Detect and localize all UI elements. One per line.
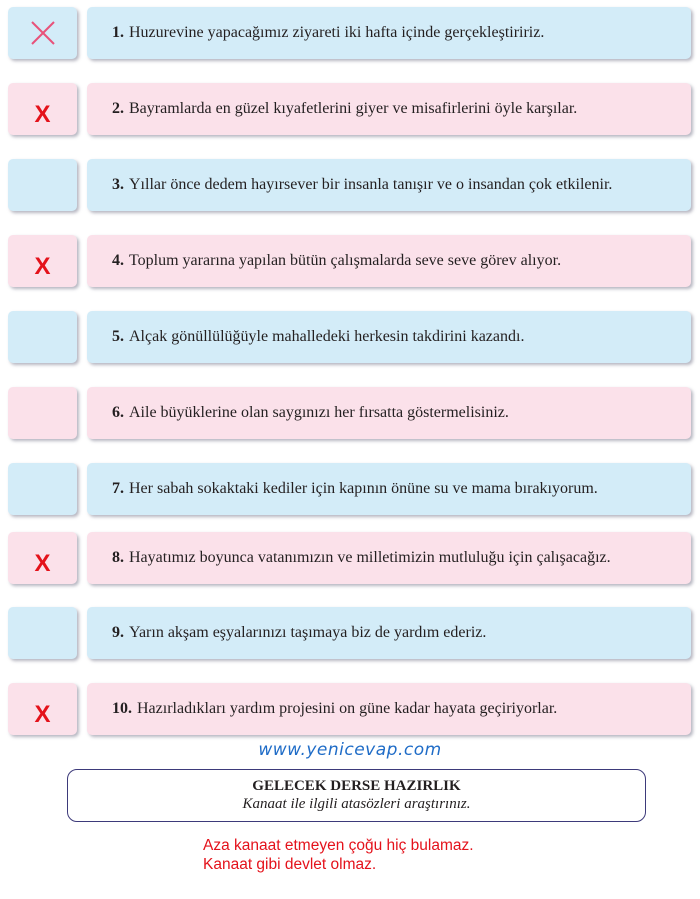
- item-number: 8.: [112, 549, 124, 566]
- list-item: [0, 7, 700, 59]
- item-number: 9.: [112, 624, 124, 641]
- item-text: Yıllar önce dedem hayırsever bir insanla tanışır ve o insandan çok etkilenir.: [129, 176, 613, 193]
- item-text: Her sabah sokaktaki kediler için kapının önüne su ve mama bırakıyorum.: [129, 480, 598, 497]
- list-item: [0, 159, 700, 211]
- item-text: Alçak gönüllülüğüyle mahalledeki herkesin takdirini kazandı.: [129, 328, 525, 345]
- list-item: [0, 683, 700, 735]
- list-item: [0, 235, 700, 287]
- sentence-box: [87, 159, 691, 211]
- answer-box[interactable]: [8, 235, 77, 287]
- answer-box[interactable]: [8, 683, 77, 735]
- answer-box[interactable]: [8, 311, 77, 363]
- answer-box[interactable]: [8, 159, 77, 211]
- answer-box[interactable]: [8, 607, 77, 659]
- homework-title: GELECEK DERSE HAZIRLIK: [252, 778, 461, 794]
- item-number: 6.: [112, 404, 124, 421]
- sentence-box: [87, 607, 691, 659]
- answer-box[interactable]: [8, 387, 77, 439]
- x-mark-icon: X: [34, 253, 51, 280]
- answer-box[interactable]: [8, 83, 77, 135]
- list-item: [0, 83, 700, 135]
- answer-box[interactable]: [8, 7, 77, 59]
- item-number: 7.: [112, 480, 124, 497]
- sentence-box: [87, 683, 691, 735]
- x-mark-icon: X: [34, 101, 51, 128]
- item-number: 10.: [112, 700, 132, 717]
- sentence-box: [87, 311, 691, 363]
- list-item: [0, 607, 700, 659]
- item-text: Hayatımız boyunca vatanımızın ve milletimizin mutluluğu için çalışacağız.: [129, 549, 611, 566]
- list-item: [0, 387, 700, 439]
- item-number: 5.: [112, 328, 124, 345]
- x-mark-icon: X: [34, 550, 51, 577]
- item-text: Huzurevine yapacağımız ziyareti iki hafta içinde gerçekleştiririz.: [129, 24, 545, 41]
- sentence-box: [87, 463, 691, 515]
- item-text: Bayramlarda en güzel kıyafetlerini giyer ve misafirlerini öyle karşılar.: [129, 100, 578, 117]
- list-item: [0, 311, 700, 363]
- homework-box: [67, 769, 646, 822]
- answer-box[interactable]: [8, 463, 77, 515]
- item-text: Toplum yararına yapılan bütün çalışmalarda seve seve görev alıyor.: [129, 252, 562, 269]
- item-text: Aile büyüklerine olan saygınızı her fırsatta göstermelisiniz.: [129, 404, 509, 421]
- answer-line: Kanaat gibi devlet olmaz.: [203, 856, 377, 873]
- sentence-box: [87, 235, 691, 287]
- answer-box[interactable]: [8, 532, 77, 584]
- list-item: [0, 532, 700, 584]
- handwritten-answers: [203, 836, 474, 874]
- cross-icon: [30, 20, 56, 46]
- list-item: [0, 463, 700, 515]
- item-number: 4.: [112, 252, 124, 269]
- watermark: www.yenicevap.com: [258, 740, 442, 760]
- sentence-box: [87, 7, 691, 59]
- sentence-box: [87, 83, 691, 135]
- sentence-box: [87, 532, 691, 584]
- item-text: Yarın akşam eşyalarınızı taşımaya biz de yardım ederiz.: [129, 624, 487, 641]
- item-number: 1.: [112, 24, 124, 41]
- x-mark-icon: X: [34, 701, 51, 728]
- sentence-box: [87, 387, 691, 439]
- item-number: 3.: [112, 176, 124, 193]
- item-number: 2.: [112, 100, 124, 117]
- item-text: Hazırladıkları yardım projesini on güne kadar hayata geçiriyorlar.: [137, 700, 558, 717]
- homework-subtitle: Kanaat ile ilgili atasözleri araştırınız.: [242, 796, 471, 812]
- answer-line: Aza kanaat etmeyen çoğu hiç bulamaz.: [203, 837, 474, 854]
